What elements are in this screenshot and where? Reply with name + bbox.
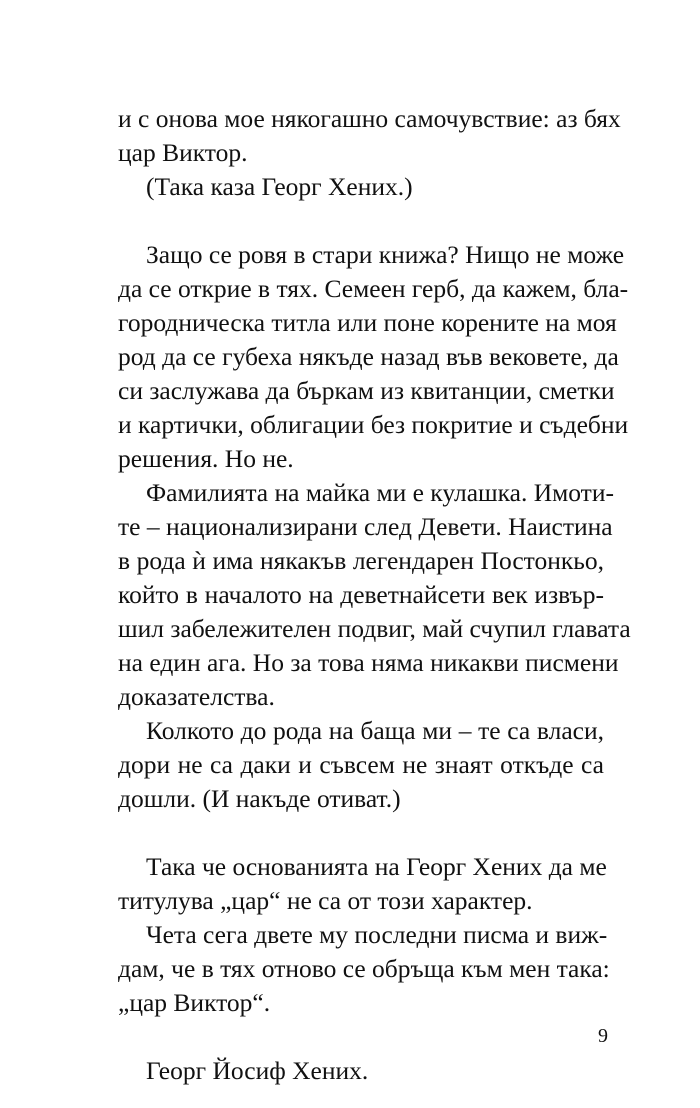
line-text: дам, че в тях отново се обръща към мен така:	[118, 954, 610, 983]
line-text: Защо се ровя в стари книжа? Нищо не може	[146, 240, 625, 269]
text-line	[0, 578, 700, 612]
text-line	[0, 408, 700, 442]
text-line	[0, 374, 700, 408]
text-line	[0, 612, 700, 646]
text-line	[0, 306, 700, 340]
text-line	[0, 136, 700, 170]
text-line	[0, 238, 700, 272]
line-text: (Така каза Георг Хених.)	[146, 172, 413, 201]
line-text: и с онова мое някогашно самочувствие: аз бях	[118, 104, 621, 133]
text-line	[0, 476, 700, 510]
text-line	[0, 544, 700, 578]
line-text: да се открие в тях. Семеен герб, да кажем, бла-	[118, 274, 629, 303]
line-text: си заслужава да бъркам из квитанции, сметки	[118, 376, 615, 405]
text-line	[0, 442, 700, 476]
line-text: те – национализирани след Девети. Наистина	[118, 512, 613, 541]
line-text: дошли. (И накъде отиват.)	[118, 784, 401, 813]
line-text: цар Виктор.	[118, 138, 248, 167]
text-line	[0, 340, 700, 374]
line-text: Колкото до рода на баща ми – те са власи,	[146, 716, 604, 745]
line-text: шил забележителен подвиг, май счупил главата	[118, 614, 631, 643]
line-text: Георг Йосиф Хених.	[146, 1056, 369, 1085]
page-number: 9	[598, 1025, 608, 1047]
line-text: и картички, облигации без покритие и съдебни	[118, 410, 629, 439]
text-line	[0, 714, 700, 748]
line-text: решения. Но не.	[118, 444, 294, 473]
text-line	[0, 748, 700, 782]
text-line	[0, 918, 700, 952]
text-line	[0, 102, 700, 136]
line-text: на един ага. Но за това няма никакви писмени	[118, 648, 619, 677]
line-text: дори не са даки и съвсем не знаят откъде са	[118, 750, 604, 779]
line-text: род да се губеха някъде назад във вековете, да	[118, 342, 619, 371]
text-line	[0, 510, 700, 544]
text-line	[0, 1054, 700, 1088]
line-text: „цар Виктор“.	[118, 988, 271, 1017]
line-text: който в началото на деветнайсети век извър-	[118, 580, 604, 609]
line-text: титулува „цар“ не са от този характер.	[118, 886, 533, 915]
text-line	[0, 646, 700, 680]
text-line	[0, 850, 700, 884]
text-line	[0, 680, 700, 714]
text-line	[0, 170, 700, 204]
text-line	[0, 952, 700, 986]
line-text: доказателства.	[118, 682, 275, 711]
text-line	[0, 272, 700, 306]
line-text: в рода ѝ има някакъв легендарен Постонкьо,	[118, 546, 604, 575]
line-text: Фамилията на майка ми е кулашка. Имоти-	[146, 478, 614, 507]
text-line	[0, 782, 700, 816]
line-text: городническа титла или поне корените на моя	[118, 308, 617, 337]
line-text: Чета сега двете му последни писма и виж-	[146, 920, 608, 949]
text-line	[0, 884, 700, 918]
text-line	[0, 986, 700, 1020]
line-text: Така че основанията на Георг Хених да ме	[146, 852, 607, 881]
